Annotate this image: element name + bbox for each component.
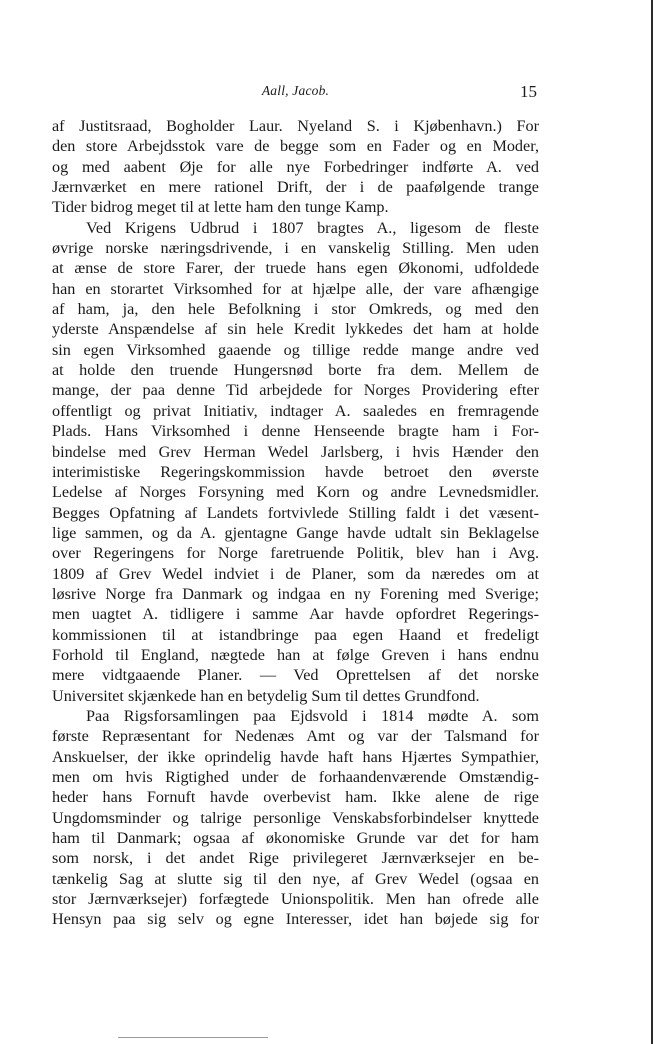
text-line: over Regeringens for Norge faretruende Politik, blev han i Avg. bbox=[52, 544, 539, 563]
running-head: Aall, Jacob. bbox=[261, 83, 330, 98]
text-line: Ved Krigens Udbrud i 1807 bragtes A., ligesom de fleste bbox=[86, 218, 539, 237]
page-number: 15 bbox=[520, 82, 537, 101]
text-line: han en storartet Virksomhed for at hjælpe alle, der vare afhængige bbox=[52, 279, 539, 298]
text-line: interimistiske Regeringskommission havde betroet den øverste bbox=[52, 462, 539, 481]
text-line: men uagtet A. tidligere i samme Aar havde opfordret Regerings- bbox=[52, 605, 539, 624]
text-line: Jærnværket en mere rationel Drift, der i de paafølgende trange bbox=[52, 178, 539, 197]
text-line: Ungdomsminder og talrige personlige Venskabsforbindelser knyttede bbox=[52, 808, 539, 827]
text-line: af ham, ja, den hele Befolkning i stor Omkreds, og med den bbox=[52, 300, 539, 319]
text-line: ham til Danmark; ogsaa af økonomiske Grunde var det for ham bbox=[52, 829, 539, 848]
page-header bbox=[52, 82, 539, 102]
text-line: som norsk, i det andet Rige privilegeret Jærnværksejer en be- bbox=[52, 849, 539, 868]
body-text bbox=[52, 116, 539, 930]
text-line: Universitet skjænkede han en betydelig Sum til dettes Grundfond. bbox=[52, 686, 480, 705]
text-line: heder hans Fornuft havde overbevist ham. Ikke alene de rige bbox=[52, 788, 539, 807]
text-line: Ledelse af Norges Forsyning med Korn og andre Levnedsmidler. bbox=[52, 483, 539, 502]
text-line: yderste Anspændelse af sin hele Kredit lykkedes det ham at holde bbox=[52, 320, 539, 339]
text-line: af Justitsraad, Bogholder Laur. Nyeland S. i Kjøbenhavn.) For bbox=[52, 117, 539, 135]
page-edge bbox=[651, 0, 653, 1044]
text-line: Plads. Hans Virksomhed i denne Henseende bragte ham i For- bbox=[52, 422, 539, 441]
text-line: kommissionen til at istandbringe paa egen Haand et fredeligt bbox=[52, 625, 539, 644]
text-line: Hensyn paa sig selv og egne Interesser, idet han bøjede sig for bbox=[52, 910, 539, 929]
text-line: at holde den truende Hungersnød borte fra dem. Mellem de bbox=[52, 361, 539, 380]
text-line: lige sammen, og da A. gjentagne Gange havde udtalt sin Beklagelse bbox=[52, 523, 539, 542]
text-line: Anskuelser, der ikke oprindelig havde haft hans Hjærtes Sympathier, bbox=[52, 747, 539, 766]
text-line: første Repræsentant for Nedenæs Amt og var der Talsmand for bbox=[52, 727, 539, 746]
text-line: at ænse de store Farer, der truede hans egen Økonomi, udfoldede bbox=[52, 259, 539, 278]
text-line: løsrive Norge fra Danmark og indgaa en ny Forening med Sverige; bbox=[52, 584, 539, 603]
text-line: stor Jærnværksejer) forfægtede Unionspolitik. Men han ofrede alle bbox=[52, 890, 539, 909]
text-line: Paa Rigsforsamlingen paa Ejdsvold i 1814 mødte A. som bbox=[86, 706, 539, 725]
text-line: bindelse med Grev Herman Wedel Jarlsberg, i hvis Hænder den bbox=[52, 442, 539, 461]
text-line: øvrige norske næringsdrivende, i en vanskelig Stilling. Men uden bbox=[52, 239, 539, 258]
text-line: 1809 af Grev Wedel indviet i de Planer, som da næredes om at bbox=[52, 564, 539, 583]
text-line: offentligt og privat Initiativ, indtager A. saaledes en fremragende bbox=[52, 401, 539, 420]
text-line: Forhold til England, nægtede han at følge Greven i hans endnu bbox=[52, 645, 539, 664]
text-line: den store Arbejdsstok vare de begge som en Fader og en Moder, bbox=[52, 137, 539, 156]
text-line: og med aabent Øje for alle nye Forbedringer indførte A. ved bbox=[52, 157, 539, 176]
text-line: sin egen Virksomhed gaaende og tillige redde mange andre ved bbox=[52, 340, 539, 359]
text-line: tænkelig Sag at slutte sig til den nye, af Grev Wedel (ogsaa en bbox=[52, 869, 539, 888]
text-line: Tider bidrog meget til at lette ham den tunge Kamp. bbox=[52, 198, 389, 217]
text-line: mere vidtgaaende Planer. — Ved Oprettelsen af det norske bbox=[52, 666, 539, 685]
text-line: Begges Opfatning af Landets fortvivlede Stilling faldt i det væsent- bbox=[52, 503, 539, 522]
text-line: mange, der paa denne Tid arbejdede for Norges Providering efter bbox=[52, 381, 539, 400]
footer-rule bbox=[118, 1037, 268, 1038]
text-line: men om hvis Rigtighed under de forhaandenværende Omstændig- bbox=[52, 768, 539, 786]
